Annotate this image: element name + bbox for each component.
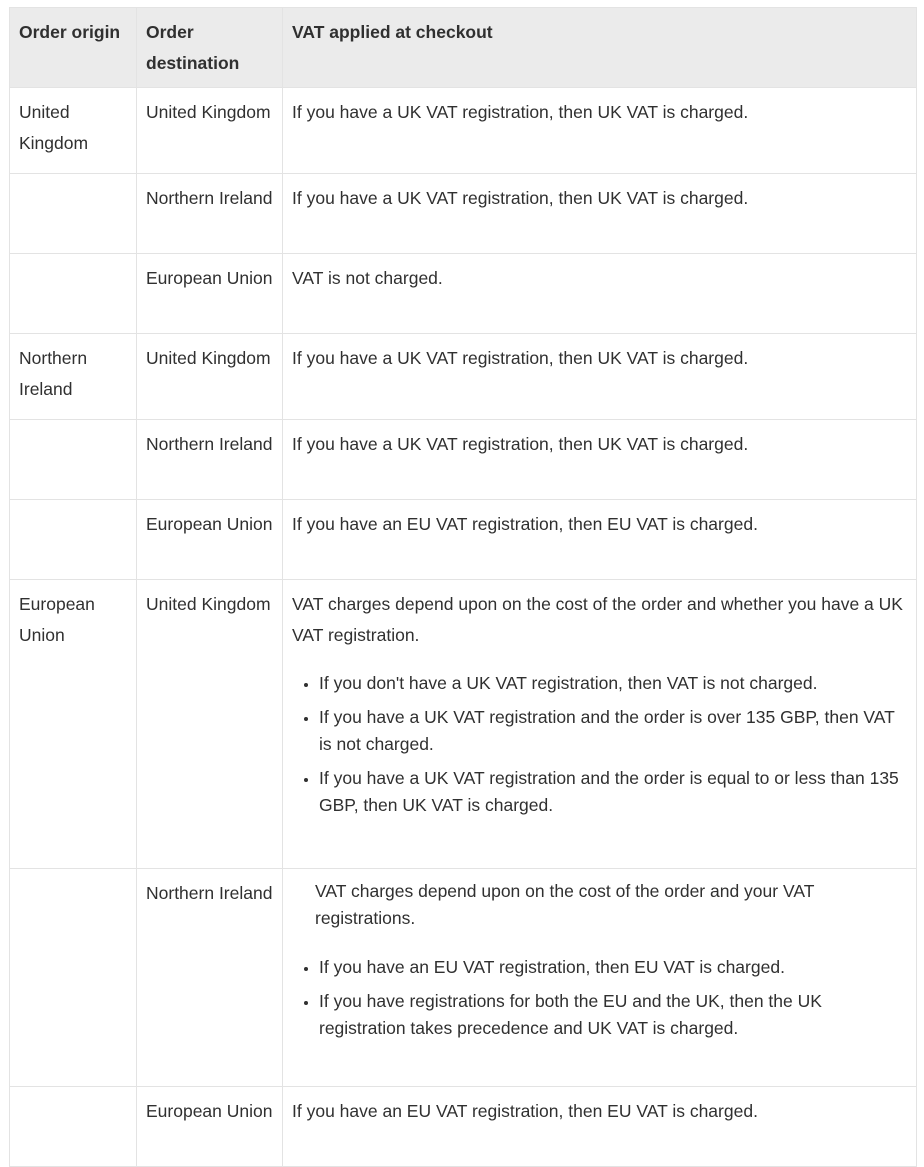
header-order-destination: Order destination xyxy=(137,8,283,88)
vat-text: VAT is not charged. xyxy=(292,268,443,288)
vat-cell xyxy=(283,174,917,254)
vat-text: If you have a UK VAT registration, then UK VAT is charged. xyxy=(292,348,749,368)
vat-text: If you have a UK VAT registration, then UK VAT is charged. xyxy=(292,102,749,122)
destination-cell: Northern Ireland xyxy=(137,174,283,254)
destination-cell: Northern Ireland xyxy=(137,869,283,1087)
vat-cell xyxy=(283,1087,917,1167)
vat-cell xyxy=(283,88,917,174)
vat-table-container xyxy=(9,7,916,1167)
vat-conditions-list xyxy=(292,670,907,819)
list-item: • If you have a UK VAT registration and the order is over 135 GBP, then VAT is not charged. xyxy=(319,704,907,758)
origin-cell xyxy=(10,500,137,580)
vat-text: If you have an EU VAT registration, then EU VAT is charged. xyxy=(292,1101,758,1121)
vat-cell xyxy=(283,869,917,1087)
table-row xyxy=(10,500,917,580)
vat-cell xyxy=(283,334,917,420)
table-row xyxy=(10,88,917,174)
vat-text: If you have a UK VAT registration, then UK VAT is charged. xyxy=(292,188,749,208)
table-row xyxy=(10,580,917,869)
origin-cell: Northern Ireland xyxy=(10,334,137,420)
vat-rules-table xyxy=(9,7,917,1167)
origin-cell xyxy=(10,869,137,1087)
vat-cell xyxy=(283,580,917,869)
vat-conditions-list xyxy=(292,954,907,1042)
table-row xyxy=(10,254,917,334)
list-item: • If you have a UK VAT registration and the order is equal to or less than 135 GBP, then UK VAT is charged. xyxy=(319,765,907,819)
table-row xyxy=(10,420,917,500)
destination-cell: United Kingdom xyxy=(137,334,283,420)
header-order-origin: Order origin xyxy=(10,8,137,88)
vat-cell xyxy=(283,420,917,500)
vat-text: If you have a UK VAT registration, then UK VAT is charged. xyxy=(292,434,749,454)
origin-cell xyxy=(10,420,137,500)
destination-cell: United Kingdom xyxy=(137,88,283,174)
vat-text: VAT charges depend upon on the cost of the order and your VAT registrations. xyxy=(315,881,815,928)
header-row xyxy=(10,8,917,88)
table-row xyxy=(10,174,917,254)
destination-cell: European Union xyxy=(137,500,283,580)
origin-cell xyxy=(10,1087,137,1167)
origin-cell: European Union xyxy=(10,580,137,869)
destination-cell: United Kingdom xyxy=(137,580,283,869)
destination-cell: European Union xyxy=(137,254,283,334)
table-row xyxy=(10,1087,917,1167)
origin-cell xyxy=(10,254,137,334)
vat-text: VAT charges depend upon on the cost of the order and whether you have a UK VAT registration. xyxy=(292,594,903,645)
destination-cell: European Union xyxy=(137,1087,283,1167)
vat-cell xyxy=(283,254,917,334)
vat-cell xyxy=(283,500,917,580)
table-header xyxy=(10,8,917,88)
list-item: • If you have an EU VAT registration, then EU VAT is charged. xyxy=(319,954,907,981)
list-item: • If you have registrations for both the EU and the UK, then the UK registration takes precedence and UK VAT is charged. xyxy=(319,988,907,1042)
origin-cell xyxy=(10,174,137,254)
header-vat-applied: VAT applied at checkout xyxy=(283,8,917,88)
table-body xyxy=(10,88,917,1167)
destination-cell: Northern Ireland xyxy=(137,420,283,500)
vat-text: If you have an EU VAT registration, then EU VAT is charged. xyxy=(292,514,758,534)
list-item: • If you don't have a UK VAT registration, then VAT is not charged. xyxy=(319,670,907,697)
origin-cell: United Kingdom xyxy=(10,88,137,174)
table-row xyxy=(10,334,917,420)
table-row xyxy=(10,869,917,1087)
